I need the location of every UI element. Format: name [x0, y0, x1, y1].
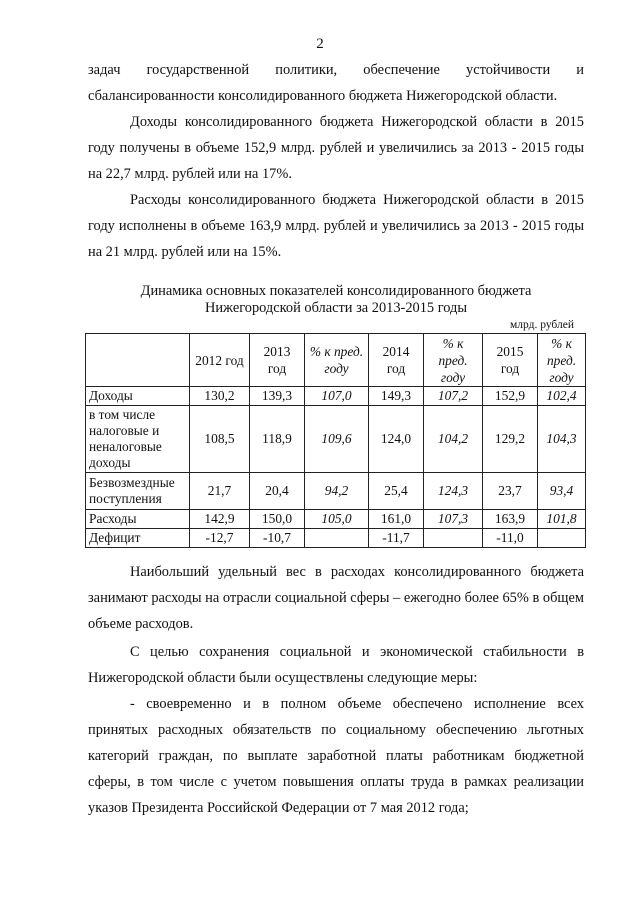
- budget-table: [85, 333, 586, 548]
- table-row: [86, 473, 586, 510]
- row-label: Безвозмездные поступления: [86, 473, 190, 510]
- table-cell: -10,7: [250, 529, 305, 548]
- table-row: [86, 387, 586, 406]
- table-cell: 161,0: [369, 510, 424, 529]
- table-row: [86, 529, 586, 548]
- table-cell: 139,3: [250, 387, 305, 406]
- table-cell: 130,2: [190, 387, 250, 406]
- header-cell: 2014 год: [369, 334, 424, 387]
- paragraph-1-line-1: задач государственной политики, обеспечение устойчивости и: [88, 62, 584, 78]
- paragraph-measure-item: - своевременно и в полном объеме обеспечено исполнение всех принятых расходных обязательств по социальному обеспечению льготных категорий граждан, по выплате заработной платы работникам бюджетной сферы, в том числе с учетом повышения оплаты труда в рамках реализации указов Президента Российской Федерации от 7 мая 2012 года;: [88, 696, 584, 816]
- table-cell: 152,9: [483, 387, 538, 406]
- table-cell: 94,2: [305, 473, 369, 510]
- table-cell: 124,0: [369, 406, 424, 473]
- table-cell: 102,4: [538, 387, 586, 406]
- table-cell: -11,7: [369, 529, 424, 548]
- table-cell: 150,0: [250, 510, 305, 529]
- table-unit: млрд. рублей: [510, 319, 574, 331]
- table-cell: 124,3: [424, 473, 483, 510]
- paragraph-measures-intro: С целью сохранения социальной и экономической стабильности в Нижегородской области были осуществлены следующие меры:: [88, 644, 584, 686]
- row-label: в том числе налоговые и неналоговые доходы: [86, 406, 190, 473]
- table-cell: 107,2: [424, 387, 483, 406]
- table-cell: 107,0: [305, 387, 369, 406]
- header-cell: 2013 год: [250, 334, 305, 387]
- table-cell: 105,0: [305, 510, 369, 529]
- table-cell: 25,4: [369, 473, 424, 510]
- table-title: [88, 283, 584, 317]
- row-label: Доходы: [86, 387, 190, 406]
- paragraph-expenses: Расходы консолидированного бюджета Нижегородской области в 2015 году исполнены в объеме 163,9 млрд. рублей и увеличились за 2013 - 2015 годы на 21 млрд. рублей или на 15%.: [88, 192, 584, 260]
- header-cell: 2012 год: [190, 334, 250, 387]
- header-cell: % к пред. году: [424, 334, 483, 387]
- table-cell: 149,3: [369, 387, 424, 406]
- table-cell: 23,7: [483, 473, 538, 510]
- table-cell: [305, 529, 369, 548]
- table-cell: [538, 529, 586, 548]
- table-cell: 142,9: [190, 510, 250, 529]
- table-cell: 163,9: [483, 510, 538, 529]
- table-cell: 107,3: [424, 510, 483, 529]
- table-cell: 118,9: [250, 406, 305, 473]
- header-cell: 2015 год: [483, 334, 538, 387]
- header-cell: % к пред. году: [305, 334, 369, 387]
- table-cell: 20,4: [250, 473, 305, 510]
- paragraph-1-line-2: сбалансированности консолидированного бюджета Нижегородской области.: [88, 88, 558, 104]
- row-label: Дефицит: [86, 529, 190, 548]
- table-cell: 129,2: [483, 406, 538, 473]
- paragraph-income: Доходы консолидированного бюджета Нижегородской области в 2015 году получены в объеме 152,9 млрд. рублей и увеличились за 2013 - 2015 годы на 22,7 млрд. рублей или на 17%.: [88, 114, 584, 182]
- table-row: [86, 406, 586, 473]
- table-cell: -11,0: [483, 529, 538, 548]
- table-cell: 104,3: [538, 406, 586, 473]
- table-cell: -12,7: [190, 529, 250, 548]
- table-cell: 21,7: [190, 473, 250, 510]
- table-header-row: [86, 334, 586, 387]
- table-cell: 109,6: [305, 406, 369, 473]
- header-cell: % к пред. году: [538, 334, 586, 387]
- table-cell: 104,2: [424, 406, 483, 473]
- table-cell: [424, 529, 483, 548]
- table-cell: 93,4: [538, 473, 586, 510]
- table-title-line-2: Нижегородской области за 2013-2015 годы: [204, 300, 468, 316]
- table-cell: 108,5: [190, 406, 250, 473]
- table-title-line-1: Динамика основных показателей консолидированного бюджета: [140, 283, 532, 299]
- header-cell: [86, 334, 190, 387]
- row-label: Расходы: [86, 510, 190, 529]
- page-number: 2: [316, 36, 324, 52]
- table-row: [86, 510, 586, 529]
- table-cell: 101,8: [538, 510, 586, 529]
- paragraph-social-share: Наибольший удельный вес в расходах консолидированного бюджета занимают расходы на отрасли социальной сферы – ежегодно более 65% в общем объеме расходов.: [88, 564, 584, 632]
